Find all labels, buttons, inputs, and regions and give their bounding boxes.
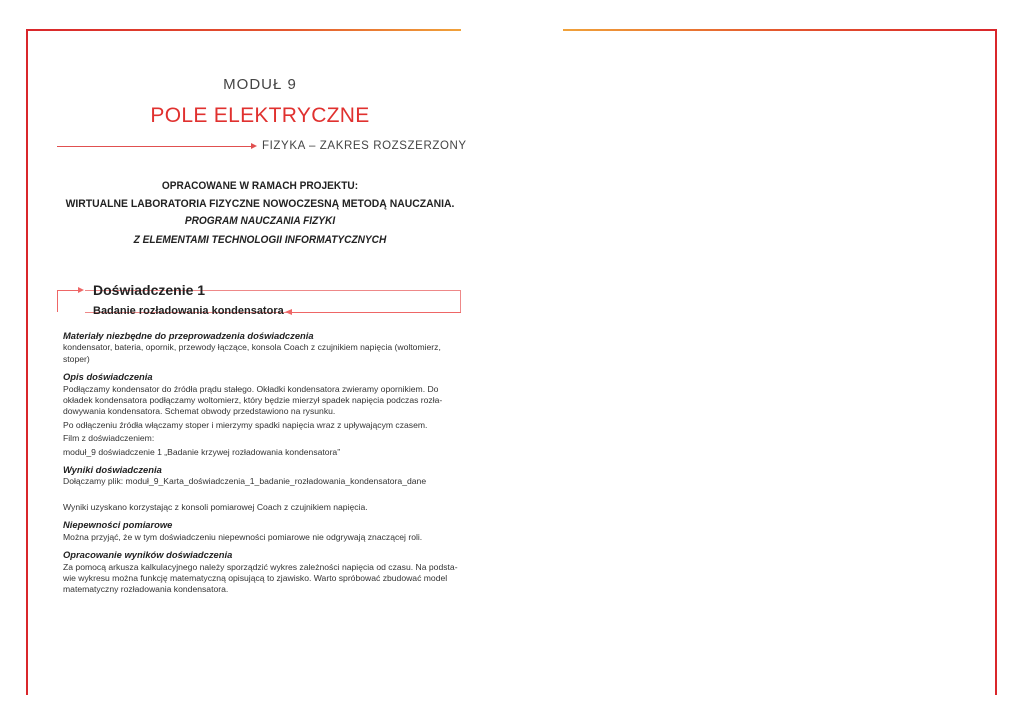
arrow-left-icon: [285, 309, 292, 315]
frame-top-right-line: [563, 29, 997, 31]
module-number: MODUŁ 9: [223, 76, 297, 93]
analysis-heading: Opracowanie wyników doświadczenia: [63, 549, 233, 561]
experiment-title: Doświadczenie 1: [93, 282, 206, 298]
experiment-content: [63, 330, 463, 596]
project-line-2: WIRTUALNE LABORATORIA FIZYCZNE NOWOCZESNĄ METODĄ NAUCZANIA.: [65, 198, 455, 210]
materials-text: kondensator, bateria, opornik, przewody łączące, konsola Coach z czujnikiem napięcia (woltomierz, stoper): [63, 342, 441, 364]
page-title: POLE ELEKTRYCZNE: [150, 104, 370, 127]
experiment-box-left-line: [57, 290, 58, 312]
subtitle-arrow-line: [57, 146, 255, 147]
film-link-text: moduł_9 doświadczenie 1 „Badanie krzywej rozładowania kondensatora”: [63, 446, 341, 457]
uncertainty-text: Można przyjąć, że w tym doświadczeniu niepewności pomiarowe nie odgrywają znaczącej roli.: [63, 531, 423, 542]
results-heading: Wyniki doświadczenia: [63, 464, 162, 476]
description-paragraph-3: Film z doświadczeniem:: [63, 433, 155, 444]
frame-left-line: [26, 29, 28, 695]
analysis-text: Za pomocą arkusza kalkulacyjnego należy sporządzić wykres zależności napięcia od czasu. Na podsta-wie wykresu można funkcję matematyczną opisującą to zjawisko. Warto spróbować zbudować model matematyczny rozładowania kondensatora.: [63, 561, 458, 595]
results-source-text: Wyniki uzyskano korzystając z konsoli pomiarowej Coach z czujnikiem napięcia.: [63, 501, 368, 512]
project-line-1: OPRACOWANE W RAMACH PROJEKTU:: [161, 180, 359, 192]
project-line-3: PROGRAM NAUCZANIA FIZYKI: [184, 215, 336, 227]
experiment-box-top-arrow: [57, 290, 80, 291]
experiment-box-bottom-line: [292, 312, 461, 313]
experiment-subtitle: Badanie rozładowania kondensatora: [93, 305, 284, 317]
results-file-text: Dołączamy plik: moduł_9_Karta_doświadczenia_1_badanie_rozładowania_kondensatora_dane: [63, 476, 427, 487]
uncertainty-heading: Niepewności pomiarowe: [63, 519, 173, 531]
description-paragraph-2: Po odłączeniu źródła włączamy stoper i mierzymy spadki napięcia wraz z upływającym czasem.: [63, 419, 428, 430]
page-subtitle: FIZYKA – ZAKRES ROZSZERZONY: [262, 140, 467, 152]
arrow-right-icon: [78, 287, 84, 293]
frame-top-left-line: [26, 29, 461, 31]
project-line-4: Z ELEMENTAMI TECHNOLOGII INFORMATYCZNYCH: [133, 234, 387, 246]
arrow-right-icon: [251, 143, 257, 149]
description-paragraph-1: Podłączamy kondensator do źródła prądu stałego. Okładki kondensatora zwieramy opornikiem. Do okładek kondensatora podłączamy woltomierz, który będzie mierzył spadek napięcia podczas rozła-dowywania kondensatora. Schemat obwody przedstawiono na rysunku.: [63, 383, 443, 417]
description-heading: Opis doświadczenia: [63, 371, 153, 383]
materials-heading: Materiały niezbędne do przeprowadzenia doświadczenia: [63, 330, 314, 341]
frame-right-line: [995, 29, 997, 695]
